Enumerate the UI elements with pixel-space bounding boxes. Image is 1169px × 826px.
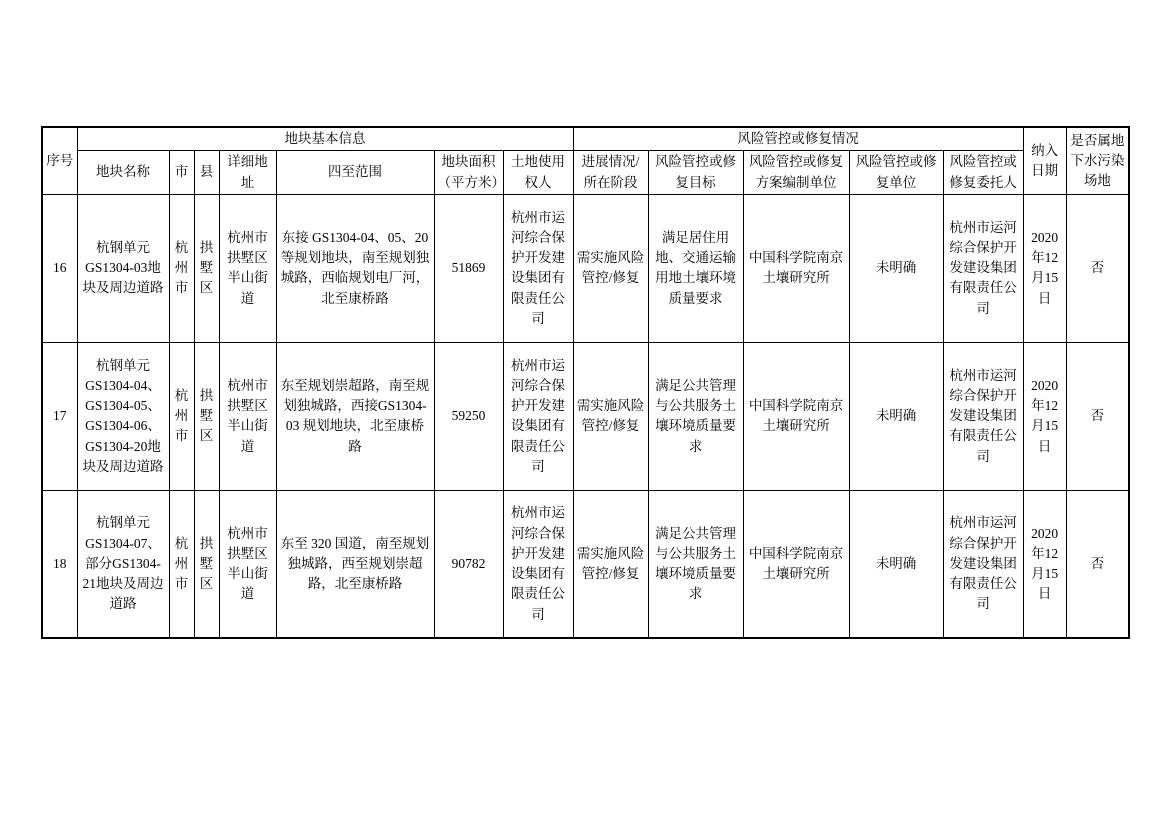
header-plan-unit: 风险管控或修复方案编制单位: [743, 151, 849, 195]
cell-county: 拱墅区: [194, 490, 219, 638]
cell-area: 51869: [434, 194, 503, 342]
cell-parcel-name: 杭钢单元GS1304-04、GS1304-05、GS1304-06、GS1304-20地块及周边道路: [77, 342, 169, 490]
table-header: [42, 127, 1129, 194]
cell-client: 杭州市运河综合保护开发建设集团有限责任公司: [943, 490, 1023, 638]
cell-client: 杭州市运河综合保护开发建设集团有限责任公司: [943, 342, 1023, 490]
cell-plan-unit: 中国科学院南京土壤研究所: [743, 342, 849, 490]
cell-goal: 满足公共管理与公共服务土壤环境质量要求: [648, 342, 743, 490]
cell-progress: 需实施风险管控/修复: [573, 342, 648, 490]
cell-seq: 16: [42, 194, 77, 342]
header-inclusion-date: 纳入日期: [1023, 127, 1066, 194]
cell-control-unit: 未明确: [849, 342, 943, 490]
cell-land-user: 杭州市运河综合保护开发建设集团有限责任公司: [503, 342, 573, 490]
table-row: [42, 342, 1129, 490]
cell-county: 拱墅区: [194, 342, 219, 490]
cell-seq: 18: [42, 490, 77, 638]
cell-inclusion-date: 2020年12月15日: [1023, 490, 1066, 638]
cell-goal: 满足居住用地、交通运输用地土壤环境质量要求: [648, 194, 743, 342]
cell-city: 杭州市: [169, 194, 194, 342]
cell-client: 杭州市运河综合保护开发建设集团有限责任公司: [943, 194, 1023, 342]
cell-groundwater: 否: [1066, 490, 1129, 638]
cell-groundwater: 否: [1066, 342, 1129, 490]
header-seq: 序号: [42, 127, 77, 194]
cell-address: 杭州市拱墅区半山街道: [219, 490, 276, 638]
cell-city: 杭州市: [169, 490, 194, 638]
parcel-info-table: [41, 126, 1130, 639]
header-group-risk-info: 风险管控或修复情况: [573, 127, 1023, 151]
table-row: [42, 490, 1129, 638]
table-body: [42, 194, 1129, 638]
cell-seq: 17: [42, 342, 77, 490]
cell-boundary: 东至 320 国道，南至规划独城路，西至规划崇超路，北至康桥路: [276, 490, 434, 638]
cell-city: 杭州市: [169, 342, 194, 490]
header-client: 风险管控或修复委托人: [943, 151, 1023, 195]
header-progress: 进展情况/所在阶段: [573, 151, 648, 195]
header-boundary: 四至范围: [276, 151, 434, 195]
header-group-basic-info: 地块基本信息: [77, 127, 573, 151]
cell-control-unit: 未明确: [849, 194, 943, 342]
table-row: [42, 194, 1129, 342]
header-groundwater-site: 是否属地下水污染场地: [1066, 127, 1129, 194]
cell-address: 杭州市拱墅区半山街道: [219, 194, 276, 342]
cell-area: 90782: [434, 490, 503, 638]
header-control-unit: 风险管控或修复单位: [849, 151, 943, 195]
cell-land-user: 杭州市运河综合保护开发建设集团有限责任公司: [503, 194, 573, 342]
cell-boundary: 东至规划崇超路，南至规划独城路，西接GS1304-03 规划地块，北至康桥路: [276, 342, 434, 490]
header-city: 市: [169, 151, 194, 195]
header-parcel-name: 地块名称: [77, 151, 169, 195]
cell-area: 59250: [434, 342, 503, 490]
cell-groundwater: 否: [1066, 194, 1129, 342]
cell-parcel-name: 杭钢单元GS1304-07、部分GS1304-21地块及周边道路: [77, 490, 169, 638]
cell-plan-unit: 中国科学院南京土壤研究所: [743, 194, 849, 342]
cell-land-user: 杭州市运河综合保护开发建设集团有限责任公司: [503, 490, 573, 638]
cell-parcel-name: 杭钢单元GS1304-03地块及周边道路: [77, 194, 169, 342]
cell-boundary: 东接 GS1304-04、05、20 等规划地块，南至规划独城路，西临规划电厂河，北至康桥路: [276, 194, 434, 342]
cell-progress: 需实施风险管控/修复: [573, 490, 648, 638]
cell-inclusion-date: 2020年12月15日: [1023, 342, 1066, 490]
cell-inclusion-date: 2020年12月15日: [1023, 194, 1066, 342]
header-address: 详细地址: [219, 151, 276, 195]
cell-address: 杭州市拱墅区半山街道: [219, 342, 276, 490]
cell-goal: 满足公共管理与公共服务土壤环境质量要求: [648, 490, 743, 638]
header-county: 县: [194, 151, 219, 195]
cell-county: 拱墅区: [194, 194, 219, 342]
header-area: 地块面积（平方米）: [434, 151, 503, 195]
header-land-user: 土地使用权人: [503, 151, 573, 195]
cell-progress: 需实施风险管控/修复: [573, 194, 648, 342]
header-goal: 风险管控或修复目标: [648, 151, 743, 195]
cell-control-unit: 未明确: [849, 490, 943, 638]
cell-plan-unit: 中国科学院南京土壤研究所: [743, 490, 849, 638]
